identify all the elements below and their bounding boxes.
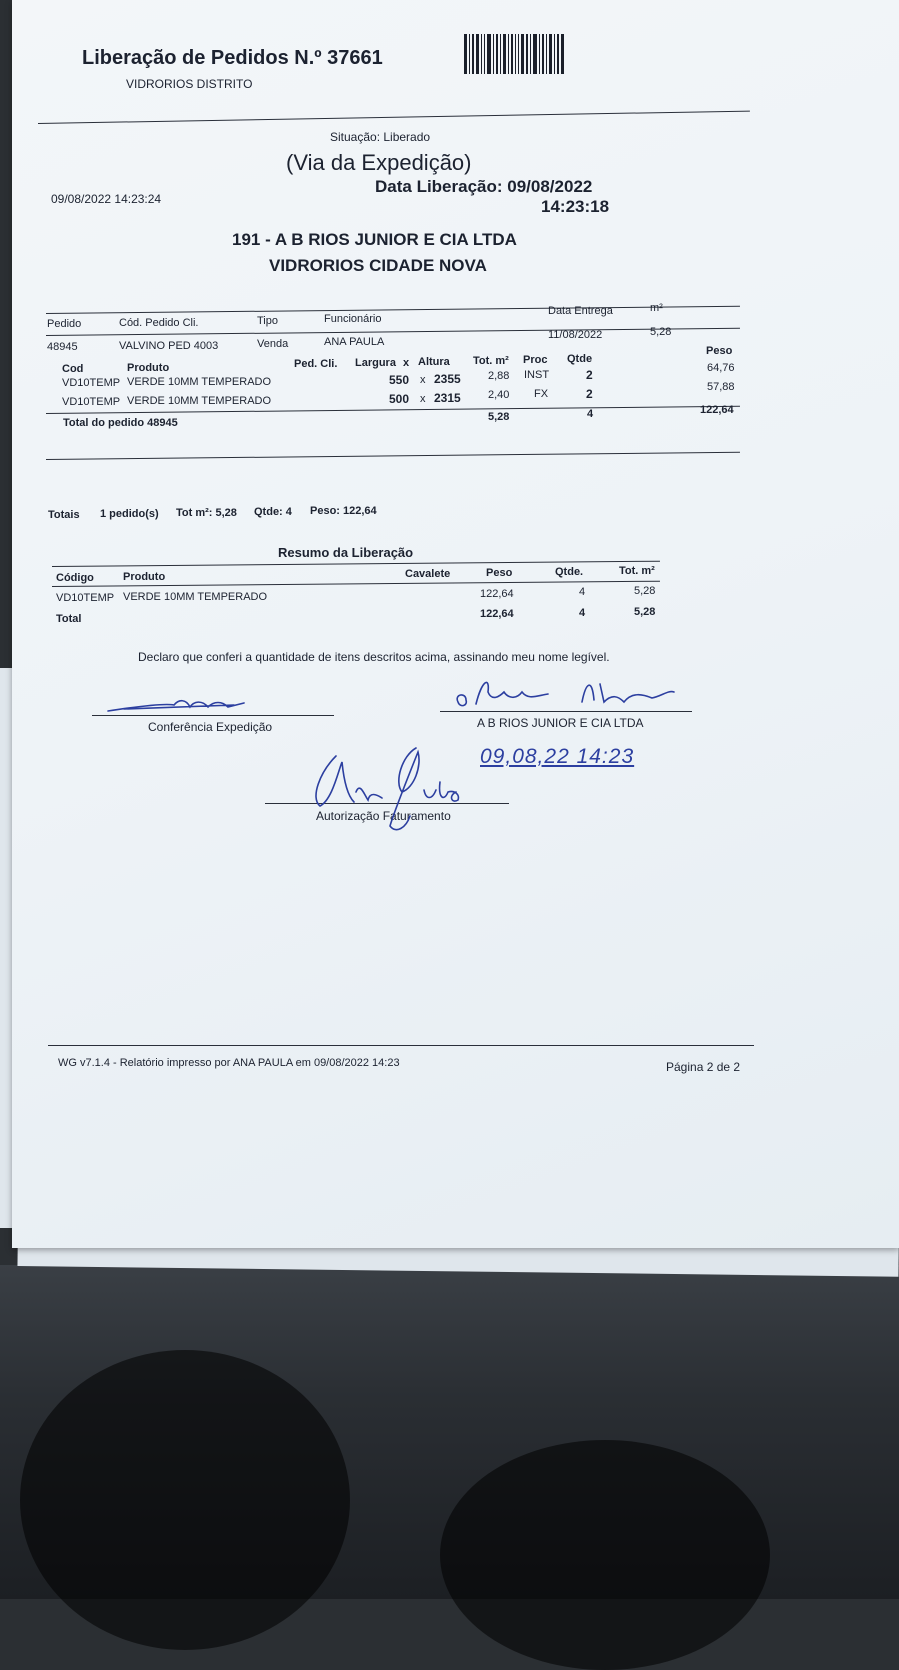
item-largura: 500: [389, 392, 410, 406]
client-name: 191 - A B RIOS JUNIOR E CIA LTDA: [232, 230, 517, 249]
item-header-altura: Altura: [418, 356, 450, 368]
status-text: Situação: Liberado: [330, 130, 431, 144]
signature-client: [452, 672, 682, 714]
item-tot-m2: 2,40: [488, 389, 510, 401]
summary-total-label: Total: [56, 613, 82, 625]
item-header-ped-cli: Ped. Cli.: [294, 358, 338, 370]
summary-header-peso: Peso: [486, 567, 513, 579]
item-qtde: 2: [586, 368, 593, 382]
item-header-largura: Largura: [355, 357, 396, 369]
col-header-data-entrega: Data Entrega: [548, 305, 613, 317]
summary-header-qtde: Qtde.: [555, 566, 584, 578]
item-cod: VD10TEMP: [62, 377, 121, 389]
order-total-qtde: 4: [587, 408, 594, 420]
divider: [46, 452, 740, 460]
summary-total-qtde: 4: [579, 607, 586, 619]
item-peso: 64,76: [707, 362, 735, 374]
totals-label: Totais: [48, 509, 80, 521]
item-altura: 2315: [434, 391, 461, 405]
totals-peso: Peso: 122,64: [310, 505, 377, 517]
signature-conferencia: [104, 695, 254, 717]
summary-qtde: 4: [579, 586, 586, 598]
footer-printed-by: WG v7.1.4 - Relatório impresso por ANA PAULA em 09/08/2022 14:23: [58, 1057, 400, 1069]
company-name: VIDRORIOS DISTRITO: [126, 77, 253, 91]
item-header-qtde: Qtde: [567, 353, 593, 365]
order-data-entrega: 11/08/2022: [548, 329, 603, 341]
shadow: [440, 1440, 770, 1670]
item-header-x: x: [403, 357, 410, 369]
signature-label-client: A B RIOS JUNIOR E CIA LTDA: [477, 716, 644, 730]
totals-pedidos: 1 pedido(s): [100, 508, 159, 520]
item-tot-m2: 2,88: [488, 370, 510, 382]
order-pedido: 48945: [47, 341, 78, 353]
col-header-funcionario: Funcionário: [324, 313, 382, 325]
item-altura: 2355: [434, 372, 461, 386]
summary-title: Resumo da Liberação: [278, 545, 414, 560]
footer-page-number: Página 2 de 2: [666, 1060, 741, 1074]
order-total-m2: 5,28: [488, 411, 510, 423]
totals-qtde: Qtde: 4: [254, 506, 292, 518]
item-cod: VD10TEMP: [62, 396, 121, 408]
signature-label-conferencia: Conferência Expedição: [148, 720, 273, 734]
footer-divider: [48, 1045, 754, 1046]
divider: [38, 111, 750, 124]
item-qtde: 2: [586, 387, 593, 401]
summary-header-produto: Produto: [123, 571, 166, 583]
item-header-proc: Proc: [523, 354, 548, 366]
order-total-peso: 122,64: [700, 404, 734, 416]
item-proc: FX: [534, 388, 549, 400]
col-header-m2: m²: [650, 302, 663, 314]
totals-m2: Tot m²: 5,28: [176, 507, 237, 519]
item-largura: 550: [389, 373, 410, 387]
item-header-peso: Peso: [706, 345, 733, 357]
release-date: Data Liberação: 09/08/2022: [375, 177, 593, 196]
order-m2: 5,28: [650, 326, 672, 338]
via-label: (Via da Expedição): [286, 150, 472, 175]
summary-total-tot-m2: 5,28: [634, 606, 656, 618]
col-header-cod-cli: Cód. Pedido Cli.: [119, 317, 199, 329]
signature-autorizacao: [298, 742, 478, 838]
item-header-tot-m2: Tot. m²: [473, 355, 509, 367]
print-datetime: 09/08/2022 14:23:24: [51, 192, 162, 206]
item-header-cod: Cod: [62, 363, 84, 375]
item-produto: VERDE 10MM TEMPERADO: [127, 376, 272, 388]
col-header-tipo: Tipo: [257, 315, 278, 327]
summary-header-cavalete: Cavalete: [405, 568, 451, 580]
order-tipo: Venda: [257, 338, 289, 350]
summary-header-tot-m2: Tot. m²: [619, 565, 655, 577]
order-funcionario: ANA PAULA: [324, 336, 385, 348]
order-total-label: Total do pedido 48945: [63, 417, 178, 429]
document-title: Liberação de Pedidos N.º 37661: [82, 47, 383, 69]
summary-codigo: VD10TEMP: [56, 592, 115, 604]
handwritten-date: 09,08,22 14:23: [480, 745, 635, 768]
document-page: [12, 0, 899, 1248]
shadow: [20, 1350, 350, 1650]
item-peso: 57,88: [707, 381, 735, 393]
item-proc: INST: [524, 369, 550, 381]
summary-tot-m2: 5,28: [634, 585, 656, 597]
item-x: x: [420, 374, 426, 386]
summary-total-peso: 122,64: [480, 608, 514, 620]
client-store: VIDRORIOS CIDADE NOVA: [269, 256, 487, 275]
release-time: 14:23:18: [541, 197, 610, 216]
declaration-text: Declaro que conferi a quantidade de itens descritos acima, assinando meu nome legível.: [138, 650, 610, 664]
item-x: x: [420, 393, 426, 405]
order-cod-cli: VALVINO PED 4003: [119, 340, 219, 352]
signature-label-autorizacao: Autorização Faturamento: [316, 809, 451, 823]
divider: [46, 306, 740, 314]
col-header-pedido: Pedido: [47, 318, 82, 330]
barcode: [464, 34, 586, 74]
item-header-produto: Produto: [127, 362, 170, 374]
item-produto: VERDE 10MM TEMPERADO: [127, 395, 272, 407]
summary-header-codigo: Código: [56, 572, 94, 584]
summary-peso: 122,64: [480, 588, 514, 600]
summary-produto: VERDE 10MM TEMPERADO: [123, 591, 268, 603]
